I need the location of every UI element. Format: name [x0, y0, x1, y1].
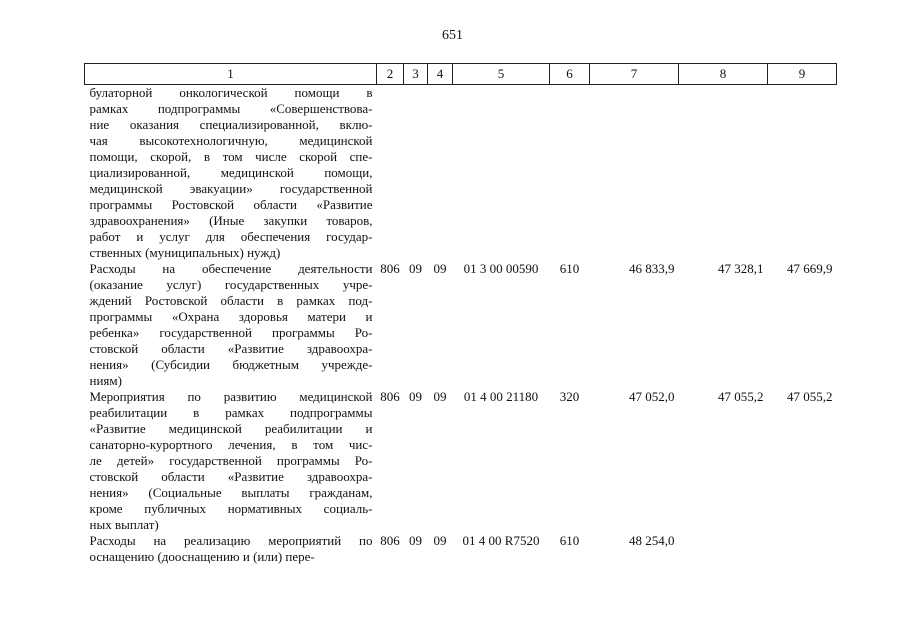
ministry-code: 806 [380, 389, 400, 404]
description-line: оснащению (дооснащению и (или) пере- [89, 549, 315, 564]
description-line: стовской области «Развитие здравоохра- [89, 469, 373, 484]
column-header: 1 [85, 64, 377, 85]
section-code: 09 [409, 389, 422, 404]
ministry-code [377, 85, 404, 262]
expense-type-code: 320 [559, 389, 580, 404]
page-number: 651 [442, 28, 463, 43]
description-line: ле детей» государственной программы Ро- [89, 453, 373, 468]
amount-year-1: 48 254,0 [629, 533, 675, 548]
table-row [85, 85, 837, 262]
row-description [85, 389, 377, 533]
column-header: 5 [453, 64, 550, 85]
target-article-code: 01 3 00 00590 [463, 261, 539, 276]
ministry-code: 806 [380, 261, 400, 276]
amount-year-1 [590, 85, 679, 262]
row-description [85, 85, 377, 262]
amount-year-3 [768, 85, 837, 262]
ministry-code: 806 [380, 533, 400, 548]
description-line: ребенка» государственной программы Ро- [89, 325, 373, 340]
amount-year-2 [679, 85, 768, 262]
description-line: «Развитие медицинской реабилитации и [89, 421, 373, 436]
description-line: здравоохранения» (Иные закупки товаров, [89, 213, 373, 228]
table-row [85, 261, 837, 389]
description-line: реабилитации в рамках подпрограммы [89, 405, 373, 420]
expense-type-code [550, 85, 590, 262]
column-header: 2 [377, 64, 404, 85]
description-line: Расходы на реализацию мероприятий по [89, 533, 373, 548]
description-line: ниям) [89, 373, 122, 388]
description-line: кроме публичных нормативных социаль- [89, 501, 373, 516]
description-line: санаторно-курортного лечения, в том чис- [89, 437, 373, 452]
amount-year-2: 47 328,1 [718, 261, 764, 276]
subsection-code: 09 [433, 389, 447, 404]
description-line: программы Ростовской области «Развитие [89, 197, 373, 212]
expense-type-code: 610 [559, 261, 580, 276]
column-header: 4 [428, 64, 453, 85]
amount-year-3: 47 055,2 [787, 389, 833, 404]
description-line: медицинской эвакуации» государственной [89, 181, 373, 196]
description-line: Мероприятия по развитию медицинской [89, 389, 373, 404]
subsection-code [428, 85, 453, 262]
column-header: 8 [679, 64, 768, 85]
description-line: ние оказания специализированной, вклю- [89, 117, 373, 132]
amount-year-3: 47 669,9 [787, 261, 833, 276]
column-header: 3 [404, 64, 428, 85]
column-header: 6 [550, 64, 590, 85]
amount-year-1: 47 052,0 [629, 389, 675, 404]
description-line: нения» (Субсидии бюджетным учрежде- [89, 357, 373, 372]
header-row [85, 64, 837, 85]
column-header: 9 [768, 64, 837, 85]
description-line: программы «Охрана здоровья матери и [89, 309, 373, 324]
description-line: ждений Ростовской области в рамках под- [89, 293, 373, 308]
amount-year-2: 47 055,2 [718, 389, 764, 404]
description-line: ных выплат) [89, 517, 159, 532]
amount-year-3 [768, 533, 837, 565]
description-line: ственных (муниципальных) нужд) [89, 245, 281, 260]
expense-type-code: 610 [559, 533, 580, 548]
amount-year-1: 46 833,9 [629, 261, 675, 276]
description-line: рамках подпрограммы «Совершенствова- [89, 101, 373, 116]
amount-year-2 [679, 533, 768, 565]
table-body [85, 85, 837, 566]
target-article-code: 01 4 00 21180 [463, 389, 539, 404]
column-header: 7 [590, 64, 679, 85]
description-line: чая высокотехнологичную, медицинской [89, 133, 373, 148]
subsection-code: 09 [433, 261, 447, 276]
section-code: 09 [409, 261, 422, 276]
table-row [85, 389, 837, 533]
budget-table [84, 63, 837, 565]
description-line: булаторной онкологической помощи в [89, 85, 373, 100]
section-code [404, 85, 428, 262]
description-line: циализированной, медицинской помощи, [89, 165, 373, 180]
target-article-code: 01 4 00 R7520 [462, 533, 540, 548]
table-row [85, 533, 837, 565]
subsection-code: 09 [433, 533, 447, 548]
description-line: помощи, скорой, в том числе скорой спе- [89, 149, 373, 164]
description-line: стовской области «Развитие здравоохра- [89, 341, 373, 356]
row-description [85, 533, 377, 565]
description-line: Расходы на обеспечение деятельности [89, 261, 373, 276]
description-line: нения» (Социальные выплаты гражданам, [89, 485, 373, 500]
row-description [85, 261, 377, 389]
description-line: (оказание услуг) государственных учре- [89, 277, 373, 292]
description-line: работ и услуг для обеспечения государ- [89, 229, 373, 244]
target-article-code [453, 85, 550, 262]
section-code: 09 [409, 533, 422, 548]
